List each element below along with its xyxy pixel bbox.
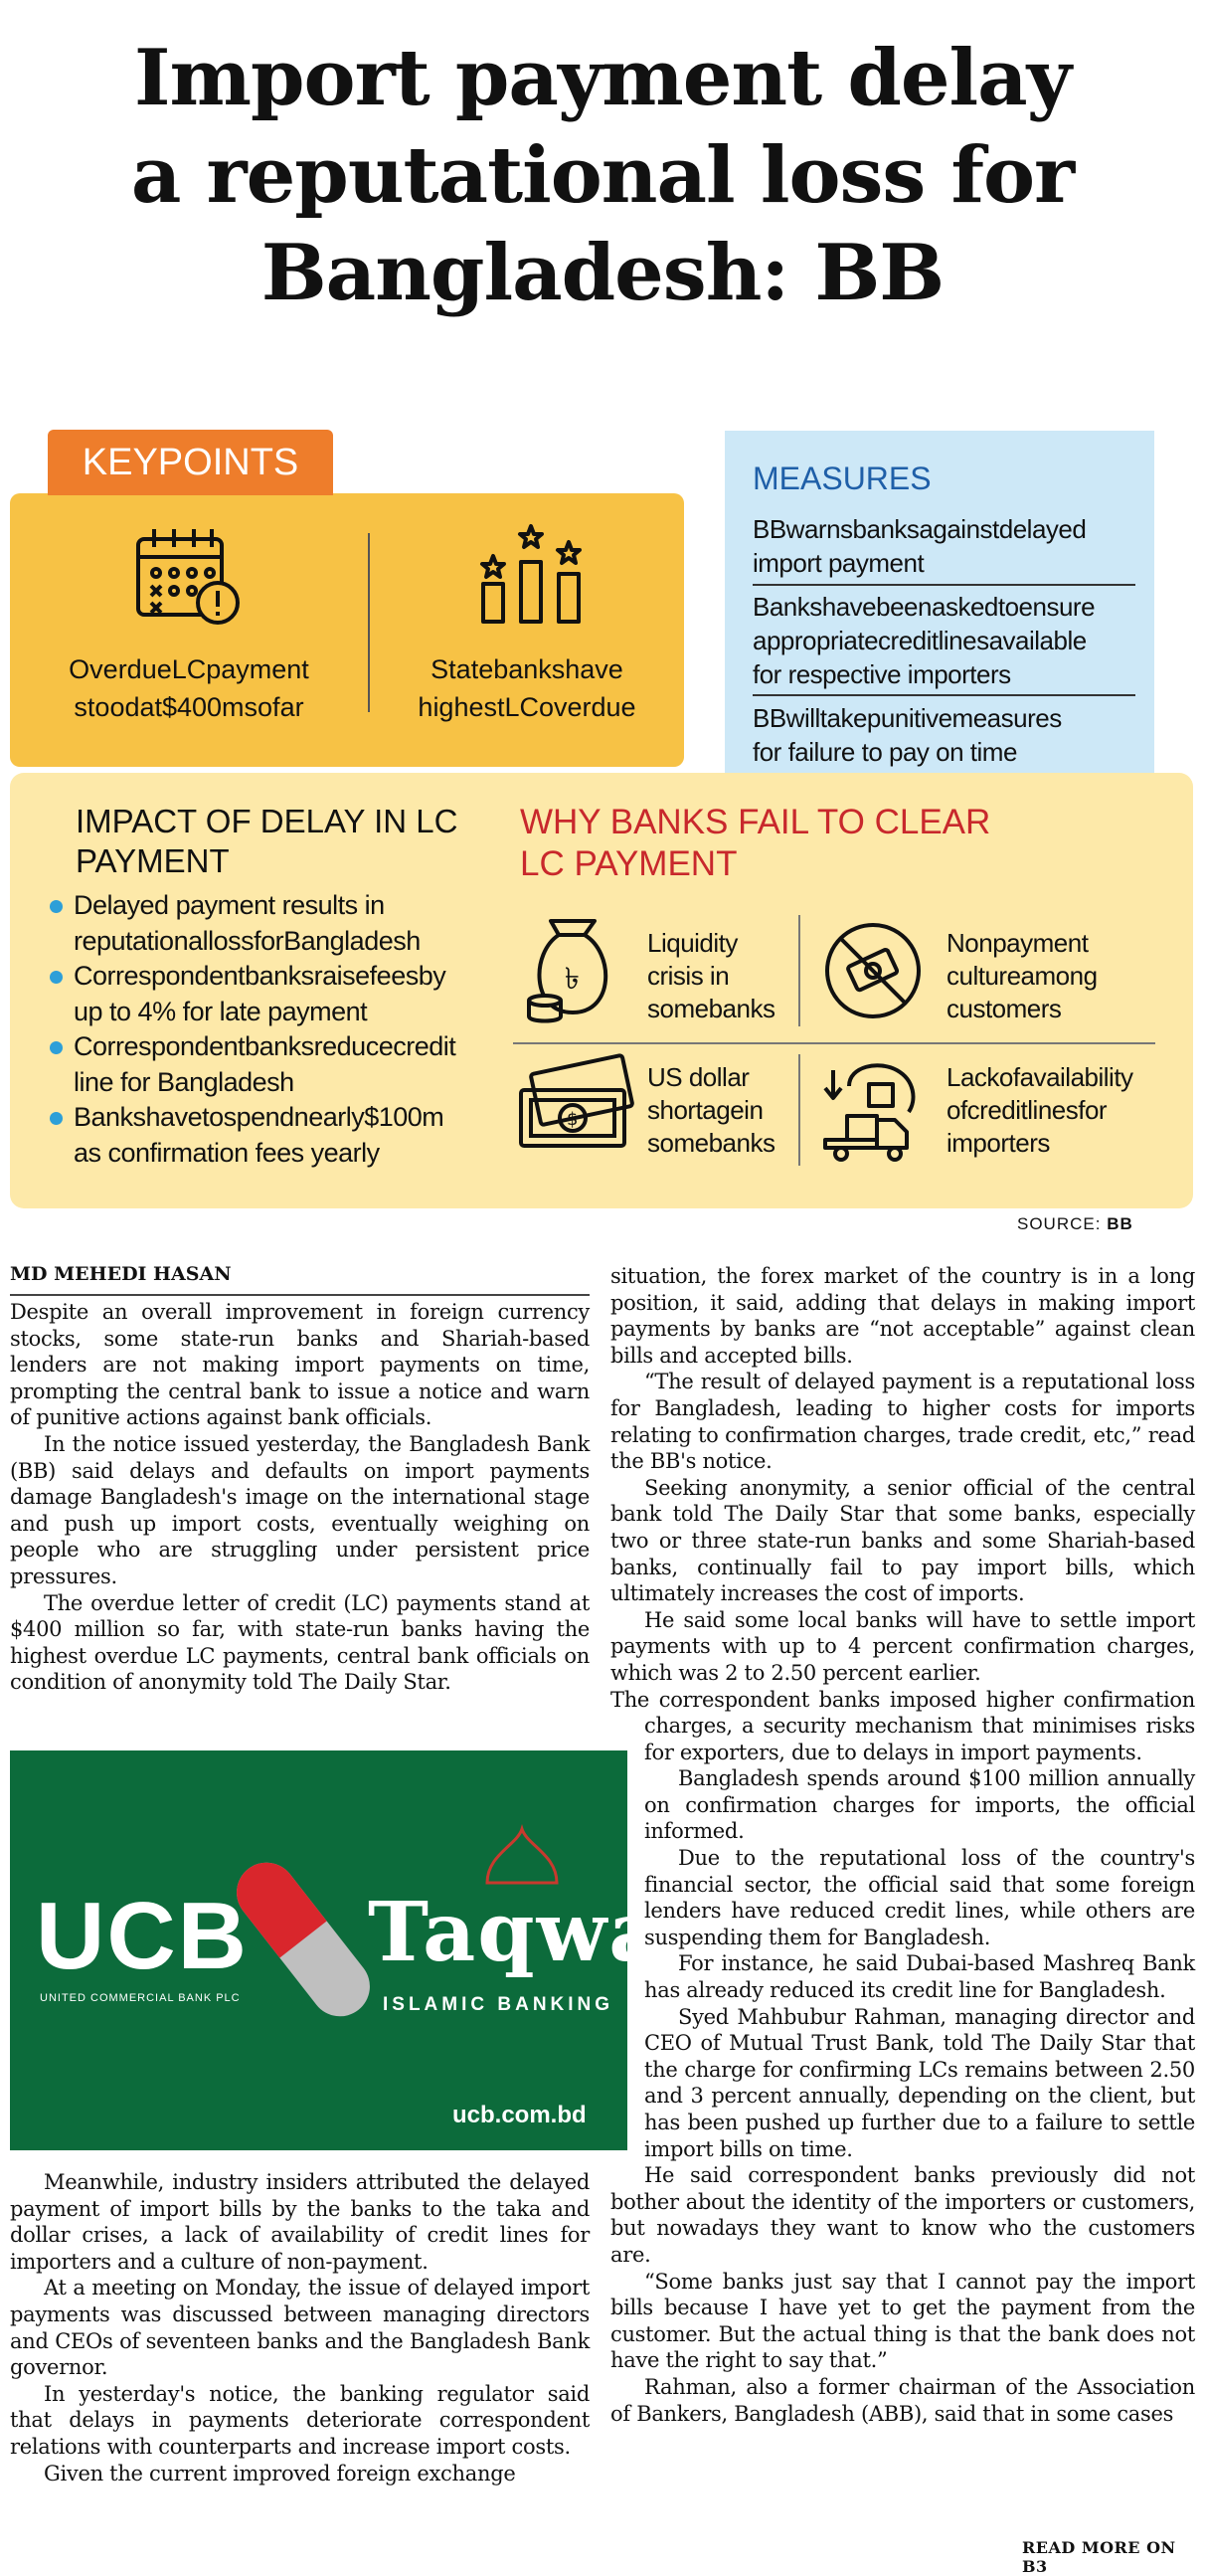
byline-rule bbox=[10, 1294, 590, 1296]
why-divider bbox=[798, 915, 800, 1026]
source-credit: SOURCE: BB bbox=[1017, 1214, 1133, 1233]
paragraph: In yesterday's notice, the banking regulator said that delays in payments deteriorate correspondent relations with counterparts and increase import costs. bbox=[10, 2381, 590, 2459]
paragraph: “Some banks just say that I cannot pay the import bills because I have yet to get the payment from the customer. But the actual thing is that the bank does not have the right to say that.” bbox=[610, 2269, 1195, 2373]
svg-text:$: $ bbox=[567, 1109, 579, 1130]
measures-title: MEASURES bbox=[753, 460, 932, 496]
article-column-1-bottom bbox=[10, 2169, 590, 2486]
why-divider bbox=[798, 1054, 800, 1166]
paragraph: At a meeting on Monday, the issue of delayed import payments was discussed between managing directors and CEOs of seventeen banks and the Bangladesh Bank governor. bbox=[10, 2276, 590, 2380]
headline-line-3: Bangladesh: BB bbox=[260, 228, 945, 318]
ucb-full-name: UNITED COMMERCIAL BANK PLC bbox=[40, 1992, 241, 2004]
no-money-icon bbox=[821, 919, 925, 1022]
calendar-alert-icon bbox=[134, 525, 246, 625]
ucb-logo: UCB bbox=[36, 1883, 249, 1989]
impact-bullet: Correspondentbanksreducecredit line for Bangladesh bbox=[50, 1028, 517, 1100]
svg-text:৳: ৳ bbox=[565, 962, 580, 997]
paragraph: Bangladesh spends around $100 million annually on confirmation charges for imports, the official informed. bbox=[644, 1766, 1195, 1844]
keypoints-divider bbox=[368, 533, 370, 712]
measure-divider bbox=[753, 584, 1135, 586]
paragraph: Despite an overall improvement in foreign currency stocks, some state-run banks and Shariah-based lenders are not making import payments on time, prompting the central bank to issue a notice and warn of punitive actions against bank officials. bbox=[10, 1300, 590, 1430]
impact-bullet: Bankshavetospendnearly$100m as confirmation fees yearly bbox=[50, 1099, 517, 1171]
headline-line-1: Import payment delay bbox=[134, 33, 1071, 123]
impact-bullet: Delayed payment results in reputationallossforBangladesh bbox=[50, 887, 517, 959]
measure-divider bbox=[753, 694, 1135, 696]
bullet-dot bbox=[50, 971, 63, 984]
keypoints-tab: KEYPOINTS bbox=[48, 430, 333, 495]
why-usdollar: US dollar shortagein somebanks bbox=[647, 1062, 775, 1158]
keypoint-overdue: OverdueLCpayment stoodat$400msofar bbox=[69, 654, 309, 722]
why-liquidity: Liquidity crisis in somebanks bbox=[647, 928, 775, 1023]
ucb-advertisement[interactable] bbox=[10, 1750, 664, 2150]
measure-item: Bankshavebeenaskedtoensure appropriatecreditlinesavailable for respective importers bbox=[753, 592, 1096, 689]
paragraph: Given the current improved foreign exchange bbox=[44, 2461, 516, 2485]
read-more-link[interactable]: READ MORE ON B3 bbox=[1022, 2538, 1176, 2576]
paragraph: He said correspondent banks previously did not bother about the identity of the importers or customers, but nowadays they want to know who the customers are. bbox=[610, 2163, 1195, 2267]
paragraph: Seeking anonymity, a senior official of the central bank told The Daily Star that some banks, especially two or three state-run banks and some Shariah-based banks, continually fail to pay import bills, which ultimately increases the cost of imports. bbox=[610, 1475, 1195, 1606]
impact-bullet: Correspondentbanksraisefeesby up to 4% for late payment bbox=[50, 958, 517, 1029]
paragraph: Meanwhile, industry insiders attributed the delayed payment of import bills by the banks to the taka and dollar crises, a lack of availability of credit lines for importers and a culture of non-payment. bbox=[10, 2170, 590, 2274]
why-credit-lines: Lackofavailability ofcreditlinesfor importers bbox=[947, 1062, 1133, 1158]
paragraph: Rahman, also a former chairman of the Association of Bankers, Bangladesh (ABB), said that in some cases bbox=[610, 2374, 1195, 2426]
byline: MD MEHEDI HASAN bbox=[10, 1263, 232, 1285]
money-bag-icon bbox=[521, 917, 622, 1022]
shipping-icon bbox=[819, 1056, 931, 1166]
keypoint-state-banks: Statebankshave highestLCoverdue bbox=[418, 654, 636, 722]
bar-chart-stars-icon bbox=[475, 522, 585, 626]
paragraph: Syed Mahbubur Rahman, managing director and CEO of Mutual Trust Bank, told The Daily Star that the charge for confirming LCs remains between 2.50 and 3 percent annually, depending on the client, but has been pushed up further due to a failure to settle import bills on time. bbox=[644, 2004, 1195, 2161]
why-nonpayment: Nonpayment cultureamong customers bbox=[947, 928, 1098, 1023]
headline bbox=[0, 30, 1205, 322]
islamic-banking-label: ISLAMIC BANKING bbox=[383, 1994, 614, 2015]
mosque-dome-icon bbox=[477, 1825, 567, 1885]
capsule-icon bbox=[234, 1845, 373, 2034]
paragraph: situation, the forex market of the country is in a long position, it said, adding that delays in making import payments by banks are “not acceptable” against clean bills and accepted bills. bbox=[610, 1264, 1195, 1368]
ucb-url[interactable]: ucb.com.bd bbox=[452, 2102, 587, 2128]
paragraph: Due to the reputational loss of the country's financial sector, the official said that some foreign lenders have reduced credit lines, while others are suspending them for Bangladesh. bbox=[644, 1846, 1195, 1949]
taqwa-logo: Taqwa bbox=[368, 1885, 664, 1980]
paragraph: The correspondent banks imposed higher confirmation charges, a security mechanism that minimises risks for exporters, due to delays in import payments. bbox=[610, 1687, 1195, 1764]
measures-panel bbox=[725, 431, 1154, 789]
headline-line-2: a reputational loss for bbox=[130, 130, 1075, 221]
dollar-bill-icon bbox=[517, 1060, 632, 1152]
measure-item: BBwarnsbanksagainstdelayed import payment bbox=[753, 514, 1087, 578]
bullet-dot bbox=[50, 1041, 63, 1054]
paragraph: In the notice issued yesterday, the Bangladesh Bank (BB) said delays and defaults on import payments damage Bangladesh's image on the international stage and push up import costs, eventually weighing on people who are struggling under persistent price pressures. bbox=[10, 1431, 590, 1588]
measure-item: BBwilltakepunitivemeasures for failure to pay on time bbox=[753, 703, 1062, 767]
article-column-1-top bbox=[10, 1299, 590, 1696]
bullet-dot bbox=[50, 900, 63, 913]
paragraph: The overdue letter of credit (LC) payments stand at $400 million so far, with state-run banks having the highest overdue LC payments, central bank officials on condition of anonymity told The Daily Star. bbox=[10, 1590, 590, 1695]
paragraph: He said some local banks will have to settle import payments with up to 4 percent confirmation charges, which was 2 to 2.50 percent earlier. bbox=[610, 1607, 1195, 1685]
paragraph: “The result of delayed payment is a reputational loss for Bangladesh, leading to higher costs for imports relating to confirmation charges, trade credit, etc,” read the BB's notice. bbox=[610, 1370, 1195, 1474]
paragraph: For instance, he said Dubai-based Mashreq Bank has already reduced its credit line for Bangladesh. bbox=[644, 1951, 1195, 2003]
why-divider bbox=[513, 1042, 1155, 1044]
article-column-2 bbox=[610, 1263, 1195, 2427]
why-title: WHY BANKS FAIL TO CLEAR LC PAYMENT bbox=[520, 803, 991, 883]
bullet-dot bbox=[50, 1112, 63, 1125]
impact-title: IMPACT OF DELAY IN LC PAYMENT bbox=[76, 803, 458, 879]
